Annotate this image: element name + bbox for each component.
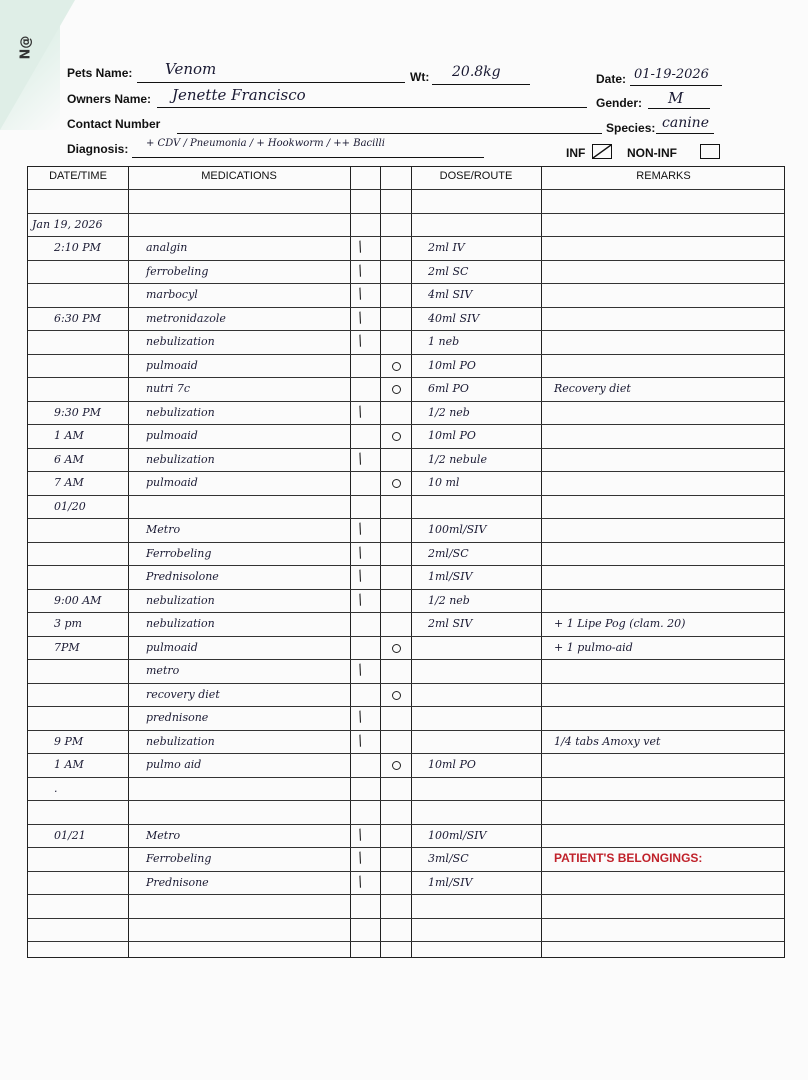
- tick-mark-icon: /: [355, 873, 366, 890]
- row-divider: [28, 871, 784, 872]
- check-mark-icon: [593, 145, 611, 158]
- row-time[interactable]: 2:10 PM: [54, 241, 101, 254]
- row-remark[interactable]: Recovery diet: [554, 382, 631, 395]
- wt-label: Wt:: [410, 70, 430, 84]
- row-dose[interactable]: 100ml/SIV: [428, 523, 487, 536]
- row-time[interactable]: 6:30 PM: [54, 311, 101, 325]
- row-divider: [28, 283, 784, 284]
- row-divider: [28, 777, 784, 778]
- tick-mark-icon: /: [355, 849, 366, 867]
- tick-mark-icon: /: [355, 450, 366, 467]
- species-label: Species:: [606, 121, 656, 135]
- header-datetime: DATE/TIME: [49, 170, 107, 182]
- contact-line: [177, 133, 602, 134]
- row-dose[interactable]: 2ml SIV: [428, 617, 473, 630]
- row-time[interactable]: 9 PM: [54, 734, 84, 748]
- row-divider: [28, 589, 784, 590]
- row-medication[interactable]: Metro: [146, 523, 181, 536]
- col-divider: [380, 167, 381, 957]
- circle-mark-icon: [392, 362, 401, 371]
- row-remark[interactable]: + 1 pulmo-aid: [554, 640, 633, 654]
- tick-mark-icon: /: [355, 238, 366, 256]
- row-dose[interactable]: 10ml PO: [428, 429, 476, 442]
- inf-checkbox[interactable]: [592, 144, 612, 159]
- row-divider: [28, 518, 784, 519]
- row-dose[interactable]: 6ml PO: [428, 382, 469, 395]
- row-dose[interactable]: 1/2 neb: [428, 593, 470, 607]
- row-divider: [28, 565, 784, 566]
- row-divider: [28, 213, 784, 214]
- row-time[interactable]: Jan 19, 2026: [32, 217, 103, 231]
- row-divider: [28, 894, 784, 895]
- tick-mark-icon: /: [355, 661, 366, 679]
- tick-mark-icon: /: [355, 403, 366, 420]
- tick-mark-icon: /: [355, 262, 366, 279]
- circle-mark-icon: [392, 385, 401, 394]
- date-label: Date:: [596, 72, 627, 86]
- row-dose[interactable]: 40ml SIV: [428, 311, 480, 325]
- circle-mark-icon: [392, 479, 401, 488]
- tick-mark-icon: /: [355, 591, 366, 608]
- row-divider: [28, 753, 784, 754]
- row-medication[interactable]: prednisone: [146, 711, 209, 724]
- header-dose: DOSE/ROUTE: [439, 170, 513, 182]
- row-divider: [28, 236, 784, 237]
- date-value[interactable]: 01-19-2026: [634, 67, 709, 82]
- species-value[interactable]: canine: [662, 115, 709, 131]
- col-divider: [541, 167, 542, 957]
- row-dose[interactable]: 100ml/SIV: [428, 828, 487, 842]
- row-medication[interactable]: pulmoaid: [146, 429, 198, 442]
- row-time[interactable]: 01/20: [54, 499, 86, 513]
- row-time[interactable]: 6 AM: [54, 452, 84, 466]
- scan-fold: [0, 0, 75, 130]
- tick-mark-icon: /: [355, 567, 366, 585]
- row-divider: [28, 824, 784, 825]
- row-dose[interactable]: 2ml SC: [428, 264, 469, 278]
- row-medication[interactable]: metronidazole: [146, 311, 226, 325]
- owners-name-line: [157, 107, 587, 108]
- row-medication[interactable]: nebulization: [146, 734, 215, 748]
- row-medication[interactable]: marbocyl: [146, 288, 198, 301]
- circle-mark-icon: [392, 691, 401, 700]
- row-medication[interactable]: nebulization: [146, 452, 215, 466]
- row-dose[interactable]: 3ml/SC: [428, 852, 469, 865]
- belongings-label: PATIENT'S BELONGINGS:: [554, 851, 703, 865]
- header-medications: MEDICATIONS: [201, 170, 277, 182]
- row-dose[interactable]: 10ml PO: [428, 358, 476, 372]
- tick-mark-icon: /: [355, 544, 366, 561]
- row-divider: [28, 377, 784, 378]
- row-remark[interactable]: 1/4 tabs Amoxy vet: [554, 734, 661, 748]
- row-time[interactable]: 7PM: [54, 640, 80, 654]
- pets-name-label: Pets Name:: [67, 66, 133, 80]
- row-divider: [28, 424, 784, 425]
- row-divider: [28, 330, 784, 331]
- tick-mark-icon: /: [355, 826, 366, 843]
- treatment-table: [27, 166, 785, 958]
- tick-mark-icon: /: [355, 708, 366, 726]
- wt-line: [432, 84, 530, 85]
- row-divider: [28, 495, 784, 496]
- contact-label: Contact Number: [67, 117, 161, 131]
- row-medication[interactable]: pulmoaid: [146, 476, 198, 489]
- row-medication[interactable]: nebulization: [146, 593, 215, 607]
- row-medication[interactable]: Ferrobeling: [146, 546, 212, 560]
- row-dose[interactable]: 1ml/SIV: [428, 570, 473, 583]
- row-medication[interactable]: nutri 7c: [146, 382, 191, 395]
- row-divider: [28, 730, 784, 731]
- row-medication[interactable]: pulmoaid: [146, 640, 198, 654]
- row-dose[interactable]: 1 neb: [428, 335, 460, 348]
- diagnosis-line: [132, 157, 484, 158]
- row-medication[interactable]: recovery diet: [146, 687, 220, 701]
- tick-mark-icon: /: [355, 309, 366, 326]
- row-medication[interactable]: analgin: [146, 241, 188, 254]
- row-divider: [28, 260, 784, 261]
- row-medication[interactable]: Ferrobeling: [146, 852, 212, 865]
- row-dose[interactable]: 1ml/SIV: [428, 875, 473, 889]
- row-time[interactable]: 1 AM: [54, 429, 84, 442]
- row-divider: [28, 706, 784, 707]
- row-medication[interactable]: Metro: [146, 828, 181, 842]
- gender-value[interactable]: M: [668, 89, 684, 107]
- row-divider: [28, 918, 784, 919]
- row-time[interactable]: 9:00 AM: [54, 593, 102, 607]
- pets-name-line: [137, 82, 405, 83]
- species-line: [656, 133, 714, 134]
- row-dose[interactable]: 4ml SIV: [428, 288, 473, 301]
- col-divider: [411, 167, 412, 957]
- row-divider: [28, 307, 784, 308]
- noninf-checkbox[interactable]: [700, 144, 720, 159]
- row-time[interactable]: 3 pm: [54, 617, 82, 630]
- tick-mark-icon: /: [355, 732, 366, 749]
- circle-mark-icon: [392, 761, 401, 770]
- gender-label: Gender:: [596, 96, 643, 110]
- row-medication[interactable]: metro: [146, 664, 180, 677]
- row-dose[interactable]: 10ml PO: [428, 758, 476, 771]
- date-line: [630, 85, 722, 86]
- row-medication[interactable]: Prednisolone: [146, 570, 219, 583]
- gender-line: [648, 108, 710, 109]
- row-divider: [28, 800, 784, 801]
- row-time[interactable]: 9:30 PM: [54, 405, 101, 419]
- row-time[interactable]: .: [54, 781, 58, 795]
- row-divider: [28, 401, 784, 402]
- circle-mark-icon: [392, 644, 401, 653]
- row-medication[interactable]: ferrobeling: [146, 264, 209, 278]
- row-dose[interactable]: 2ml/SC: [428, 546, 469, 560]
- row-divider: [28, 448, 784, 449]
- row-divider: [28, 542, 784, 543]
- owners-name-label: Owners Name:: [67, 92, 152, 106]
- diagnosis-label: Diagnosis:: [67, 142, 129, 156]
- row-divider: [28, 354, 784, 355]
- row-medication[interactable]: Prednisone: [146, 875, 209, 889]
- row-divider: [28, 659, 784, 660]
- row-dose[interactable]: 1/2 neb: [428, 405, 470, 419]
- header-row-divider: [28, 189, 784, 190]
- pets-name-value[interactable]: Venom: [165, 60, 217, 78]
- row-medication[interactable]: pulmoaid: [146, 358, 198, 372]
- row-divider: [28, 941, 784, 942]
- row-dose[interactable]: 10 ml: [428, 476, 460, 489]
- row-time[interactable]: 01/21: [54, 828, 86, 842]
- col-divider: [350, 167, 351, 957]
- row-divider: [28, 471, 784, 472]
- clinic-logo: N@: [18, 35, 34, 60]
- row-dose[interactable]: 1/2 nebule: [428, 452, 487, 466]
- tick-mark-icon: /: [355, 520, 366, 538]
- header-remarks: REMARKS: [636, 170, 691, 182]
- row-medication[interactable]: nebulization: [146, 617, 215, 630]
- circle-mark-icon: [392, 432, 401, 441]
- row-divider: [28, 683, 784, 684]
- owners-name-value[interactable]: Jenette Francisco: [172, 86, 306, 104]
- row-medication[interactable]: nebulization: [146, 405, 215, 419]
- inf-label: INF: [566, 146, 586, 160]
- row-time[interactable]: 7 AM: [54, 476, 84, 489]
- row-time[interactable]: 1 AM: [54, 758, 84, 771]
- tick-mark-icon: /: [355, 285, 366, 303]
- tick-mark-icon: /: [355, 332, 366, 350]
- row-dose[interactable]: 2ml IV: [428, 241, 465, 254]
- wt-value[interactable]: 20.8kg: [452, 64, 501, 80]
- row-medication[interactable]: pulmo aid: [146, 758, 202, 771]
- row-divider: [28, 847, 784, 848]
- row-medication[interactable]: nebulization: [146, 335, 215, 348]
- row-divider: [28, 612, 784, 613]
- diagnosis-value[interactable]: + CDV / Pneumonia / + Hookworm / ++ Bacilli: [146, 138, 385, 149]
- noninf-label: NON-INF: [627, 146, 677, 160]
- row-divider: [28, 636, 784, 637]
- row-remark[interactable]: + 1 Lipe Pog (clam. 20): [554, 617, 686, 630]
- col-divider: [128, 167, 129, 957]
